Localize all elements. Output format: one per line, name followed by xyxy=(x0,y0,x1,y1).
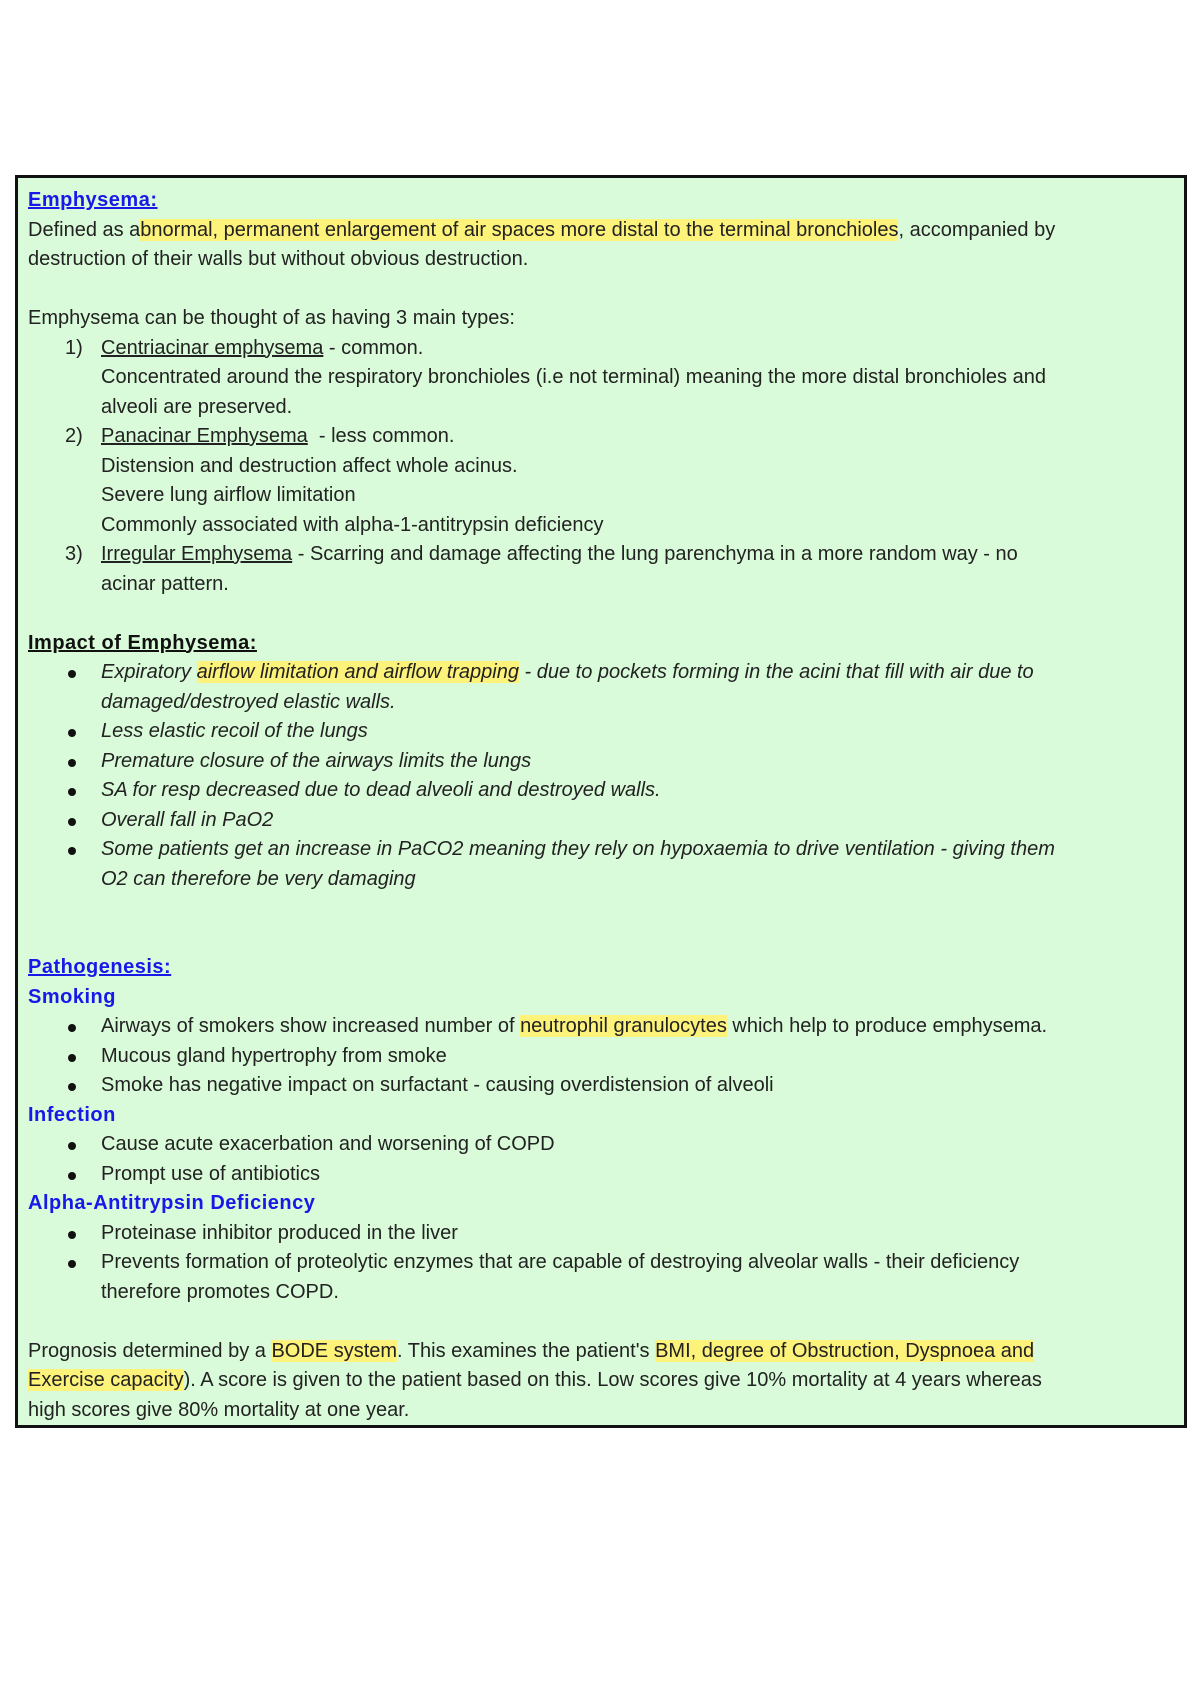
list-item-continued: O2 can therefore be very damaging xyxy=(101,867,416,890)
type-3-detail: acinar pattern. xyxy=(101,572,229,595)
bullet-icon xyxy=(28,658,101,688)
list-item: Expiratory airflow limitation and airflow trapping - due to pockets forming in the acini that fill with air due to xyxy=(28,658,1174,688)
notes-box xyxy=(15,175,1187,1428)
prognosis-line-2: Exercise capacity). A score is given to the patient based on this. Low scores give 10% mortality at 4 years whereas xyxy=(28,1369,1042,1391)
emphysema-heading: Emphysema: xyxy=(28,189,158,211)
impact-heading: Impact of Emphysema: xyxy=(28,631,257,654)
type-3-name: Irregular Emphysema xyxy=(101,543,293,565)
definition-line-2: destruction of their walls but without obvious destruction. xyxy=(28,248,529,270)
bullet-icon xyxy=(28,747,101,777)
type-2-detail: Commonly associated with alpha-1-antitrypsin deficiency xyxy=(101,513,604,536)
bullet-icon xyxy=(28,1160,101,1190)
smoking-subheading: Smoking xyxy=(28,985,116,1008)
types-intro: Emphysema can be thought of as having 3 main types: xyxy=(28,307,515,329)
definition-line-1: Defined as abnormal, permanent enlargement of air spaces more distal to the terminal bronchioles, accompanied by xyxy=(28,218,1056,241)
type-3: 3) Irregular Emphysema - Scarring and damage affecting the lung parenchyma in a more random way - no xyxy=(65,543,1018,565)
bullet-icon xyxy=(28,1071,101,1101)
list-item: Some patients get an increase in PaCO2 meaning they rely on hypoxaemia to drive ventilation - giving them xyxy=(28,835,1174,865)
list-item: Less elastic recoil of the lungs xyxy=(28,717,1174,747)
type-1: 1) Centriacinar emphysema - common. xyxy=(65,336,424,359)
type-1-name: Centriacinar emphysema xyxy=(101,336,324,359)
bullet-icon xyxy=(28,717,101,747)
type-2-name: Panacinar Emphysema xyxy=(101,425,308,447)
prognosis-line-3: high scores give 80% mortality at one year. xyxy=(28,1398,410,1421)
bullet-icon xyxy=(28,806,101,836)
infection-subheading: Infection xyxy=(28,1103,116,1126)
bullet-icon xyxy=(28,776,101,806)
bullet-icon xyxy=(28,1219,101,1249)
list-item-continued: therefore promotes COPD. xyxy=(101,1280,339,1303)
pathogenesis-heading: Pathogenesis: xyxy=(28,956,172,978)
list-item: Cause acute exacerbation and worsening of COPD xyxy=(28,1130,1174,1160)
list-item: Overall fall in PaO2 xyxy=(28,806,1174,836)
prognosis-line-1: Prognosis determined by a BODE system. This examines the patient's BMI, degree of Obstruction, Dyspnoea and xyxy=(28,1339,1035,1362)
bullet-icon xyxy=(28,1012,101,1042)
list-item-continued: damaged/destroyed elastic walls. xyxy=(101,690,396,713)
type-2-detail: Distension and destruction affect whole acinus. xyxy=(101,454,518,477)
list-item: Smoke has negative impact on surfactant - causing overdistension of alveoli xyxy=(28,1071,1174,1101)
definition-highlight: bnormal, permanent enlargement of air spaces more distal to the terminal bronchioles xyxy=(140,218,899,241)
list-item: Airways of smokers show increased number of neutrophil granulocytes which help to produce emphysema. xyxy=(28,1012,1174,1042)
list-item: Proteinase inhibitor produced in the liver xyxy=(28,1219,1174,1249)
type-1-detail: alveoli are preserved. xyxy=(101,395,293,418)
type-2-detail: Severe lung airflow limitation xyxy=(101,484,356,506)
list-item: Prevents formation of proteolytic enzymes that are capable of destroying alveolar walls - their deficiency xyxy=(28,1248,1174,1278)
list-item: SA for resp decreased due to dead alveoli and destroyed walls. xyxy=(28,776,1174,806)
list-item: Premature closure of the airways limits the lungs xyxy=(28,747,1174,777)
bullet-icon xyxy=(28,835,101,865)
list-item: Mucous gland hypertrophy from smoke xyxy=(28,1042,1174,1072)
type-1-detail: Concentrated around the respiratory bronchioles (i.e not terminal) meaning the more distal bronchioles and xyxy=(101,366,1046,388)
bullet-icon xyxy=(28,1042,101,1072)
bullet-icon xyxy=(28,1130,101,1160)
list-item: Prompt use of antibiotics xyxy=(28,1160,1174,1190)
type-2: 2) Panacinar Emphysema - less common. xyxy=(65,425,455,447)
bullet-icon xyxy=(28,1248,101,1278)
alpha-subheading: Alpha-Antitrypsin Deficiency xyxy=(28,1192,316,1214)
